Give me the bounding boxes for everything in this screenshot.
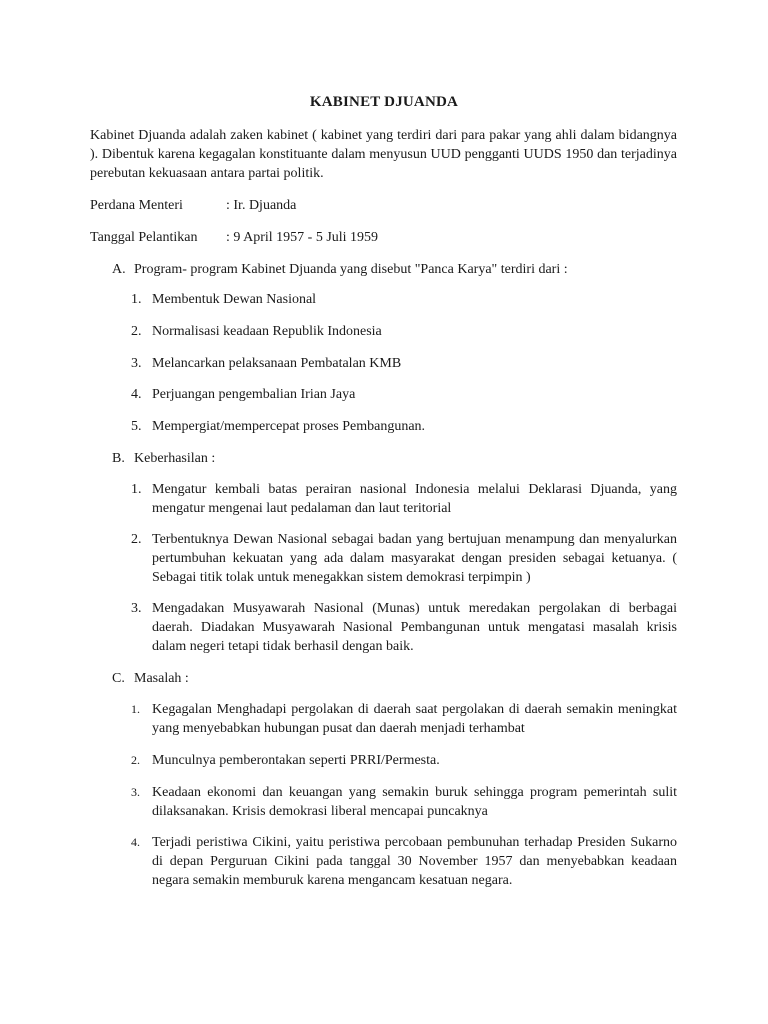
section-heading-text: Keberhasilan : (134, 451, 216, 466)
list-item (131, 417, 677, 436)
item-number: 2. (131, 532, 142, 547)
item-text: Perjuangan pengembalian Irian Jaya (152, 387, 356, 402)
item-number: 2. (131, 753, 140, 767)
section-a-heading (112, 260, 677, 279)
item-text: Terjadi peristiwa Cikini, yaitu peristiwa percobaan pembunuhan terhadap Presiden Sukarno di depan Perguruan Cikini pada tanggal 30 November 1957 dan menyebabkan keadaan negara semakin memburuk karena mengancam kesatuan negara. (152, 835, 677, 888)
list-item (131, 833, 677, 890)
section-letter: B. (112, 451, 125, 466)
intro-paragraph: Kabinet Djuanda adalah zaken kabinet ( kabinet yang terdiri dari para pakar yang ahli dalam bidangnya ). Dibentuk karena kegagalan konstituante dalam menyusun UUD pengganti UUDS 1950 dan terjadinya perebutan kekuasaan antara partai politik. (90, 128, 677, 181)
item-text: Mempergiat/mempercepat proses Pembangunan. (152, 419, 426, 434)
list-item (131, 385, 677, 404)
section-heading-text: Masalah : (134, 671, 189, 686)
list-item (131, 480, 677, 518)
item-text: Keadaan ekonomi dan keuangan yang semakin buruk sehingga program pemerintah sulit dilaksanakan. Krisis demokrasi liberal mencapai puncaknya (152, 785, 677, 819)
info-row-perdana-menteri (90, 196, 677, 215)
item-number: 3. (131, 601, 142, 616)
item-number: 4. (131, 387, 142, 402)
list-item (131, 599, 677, 656)
item-number: 5. (131, 419, 142, 434)
item-text: Terbentuknya Dewan Nasional sebagai badan yang bertujuan menampung dan menyalurkan pertumbuhan kekuatan yang ada dalam masyarakat dengan presiden sebagai ketuanya. ( Sebagai titik tolak untuk menegakkan sistem demokrasi terpimpin ) (152, 532, 677, 585)
section-letter: A. (112, 262, 126, 277)
list-item (131, 322, 677, 341)
info-value: : Ir. Djuanda (226, 198, 297, 213)
document-title: KABINET DJUANDA (309, 94, 459, 110)
item-text: Mengadakan Musyawarah Nasional (Munas) untuk meredakan pergolakan di berbagai daerah. Diadakan Musyawarah Nasional Pembangunan untuk mengatasi masalah krisis dalam negeri tetapi tidak berhasil dengan baik. (152, 601, 677, 654)
list-item (131, 354, 677, 373)
item-number: 2. (131, 324, 142, 339)
section-heading-text: Program- program Kabinet Djuanda yang disebut "Panca Karya" terdiri dari : (134, 262, 568, 277)
item-text: Mengatur kembali batas perairan nasional Indonesia melalui Deklarasi Djuanda, yang mengatur mengenai laut pedalaman dan laut teritorial (152, 482, 677, 516)
item-number: 3. (131, 356, 142, 371)
item-text: Kegagalan Menghadapi pergolakan di daerah saat pergolakan di daerah semakin meningkat yang menyebabkan hubungan pusat dan daerah menjadi terhambat (152, 702, 677, 736)
item-text: Melancarkan pelaksanaan Pembatalan KMB (152, 356, 402, 371)
info-value: : 9 April 1957 - 5 Juli 1959 (226, 230, 379, 245)
list-item (131, 700, 677, 738)
list-item (131, 751, 677, 770)
section-c-heading (112, 669, 677, 688)
info-key: Tanggal Pelantikan (90, 230, 198, 245)
section-letter: C. (112, 671, 125, 686)
item-number: 1. (131, 292, 142, 307)
item-number: 4. (131, 835, 140, 849)
info-row-tanggal-pelantikan (90, 228, 677, 247)
list-item (131, 530, 677, 587)
item-number: 3. (131, 785, 140, 799)
item-number: 1. (131, 482, 142, 497)
item-text: Munculnya pemberontakan seperti PRRI/Permesta. (152, 753, 440, 768)
section-b-heading (112, 449, 677, 468)
item-text: Normalisasi keadaan Republik Indonesia (152, 324, 382, 339)
item-number: 1. (131, 702, 140, 716)
list-item (131, 290, 677, 309)
list-item (131, 783, 677, 821)
item-text: Membentuk Dewan Nasional (152, 292, 317, 307)
info-key: Perdana Menteri (90, 198, 183, 213)
